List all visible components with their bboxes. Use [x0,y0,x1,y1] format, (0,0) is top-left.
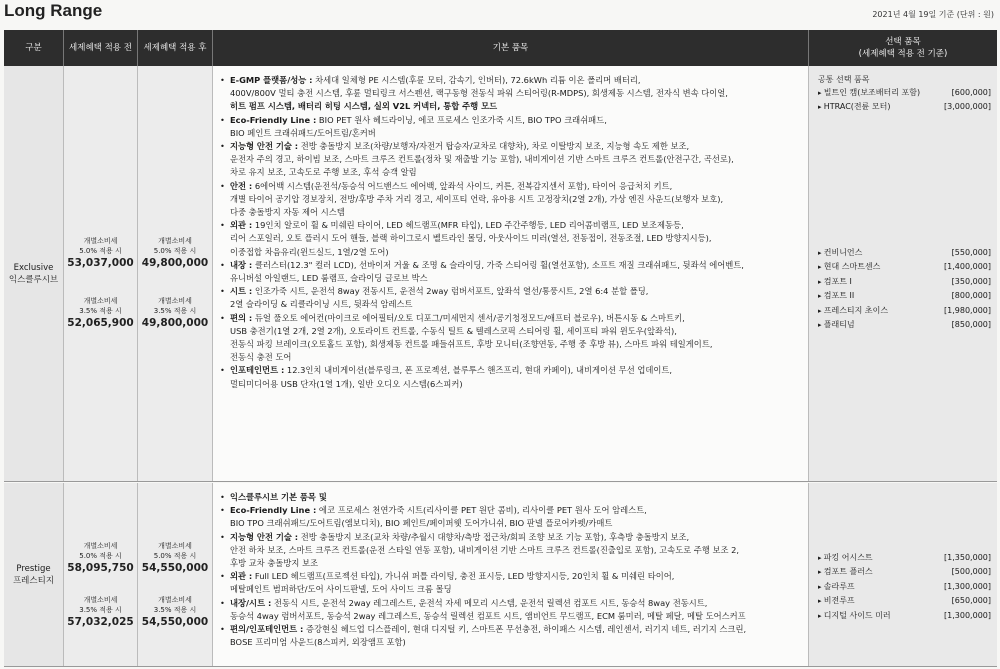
trim-name-cell [4,483,64,666]
price-before: 52,065,900 [67,317,134,329]
basic-item-category: 시트 : [230,286,253,297]
price-before: 58,095,750 [67,562,134,574]
trim-name: Prestige [16,563,51,574]
trim-name-ko: 프레스티지 [12,575,55,586]
basic-item-text: 후방 교차 충돌방지 보조 [230,558,319,569]
option-item [818,580,991,594]
basic-item-continuation [220,338,802,351]
basic-item-text: 운전자 주의 경고, 하이빔 보조, 스마트 크루즈 컨트롤(정차 및 재출발 기능 포함), 내비게이션 기반 스마트 크루즈 컨트롤(안전구간, 곡선로), [230,154,734,165]
basic-item [220,74,802,87]
basic-item-category: 지능형 안전 기술 : [230,531,299,542]
tax-label: 개별소비세 [158,542,192,550]
basic-item-text: BIO 페인트 크래쉬패드/도어트림/혼커버 [230,127,376,138]
option-price: [350,000] [951,276,991,286]
basic-item-continuation [220,193,802,206]
basic-item-continuation [220,87,802,100]
basic-item [220,114,802,127]
option-price: [650,000] [951,596,991,606]
option-price: [3,000,000] [944,102,991,112]
tax-rate: 3.5% 적용 시 [153,606,197,614]
price-after: 54,550,000 [141,562,209,574]
tax-label: 개별소비세 [83,237,118,245]
option-price: [800,000] [951,291,991,301]
option-item [818,86,991,100]
basic-items-cell [213,66,809,481]
basic-item-category: 내장/시트 : [230,597,272,608]
basic-item-text: 전방 충돌방지 보조(교차 차량/추월시 대향차/측방 접근차/회피 조향 보조 기능 포함), 후측방 충돌방지 보조, [298,531,690,542]
basic-item-category: 내장 : [230,259,253,270]
basic-item-text: 인조가죽 시트, 운전석 8way 전동시트, 운전석 2way 럼버서포트, 앞좌석 열선/통풍시트, 2열 6:4 분할 폴딩, [252,286,649,297]
option-item [818,260,991,274]
basic-item-continuation [220,232,802,245]
basic-item-text: 안전 하차 보조, 스마트 크루즈 컨트롤(운전 스타일 연동 포함), 내비게이션 기반 스마트 크루즈 컨트롤(진출입로 포함), 고속도로 주행 보조 2, [230,544,740,555]
basic-item-text: 유니버설 아일랜드, LED 룸램프, 슬라이딩 글로브 박스 [230,273,428,284]
basic-item-category: 편의 : [230,312,253,323]
option-name: ▸ 디지털 사이드 미러 [818,609,891,623]
option-name: ▸ 비전루프 [818,594,855,608]
option-price: [1,300,000] [944,610,991,620]
basic-item-text: 400V/800V 멀티 충전 시스템, 후륜 멀티링크 서스펜션, 랙구동형 전동식 파워 스티어링(R-MDPS), 회생제동 시스템, 전자식 변속 다이얼, [230,88,728,99]
basic-item [220,140,802,153]
basic-item-continuation [220,517,802,530]
options-cell [809,66,997,481]
basic-item-text: USB 충전기(1열 2개, 2열 2개), 오토라이트 컨트롤, 수동식 틸트 & 텔레스코픽 스티어링 휠, 세이프티 파워 윈도우(앞좌석), [230,325,677,336]
price-before: 57,032,025 [67,616,134,628]
option-price: [500,000] [951,567,991,577]
bullet-icon: • [220,141,225,152]
basic-item [220,570,802,583]
basic-item [220,285,802,298]
header-options-note: (세제혜택 적용 전 기준) [858,49,948,59]
bullet-icon: • [220,365,225,376]
header-options [809,30,997,66]
basic-item-continuation [220,636,802,649]
options-cell [809,483,997,666]
basic-items-list [220,491,802,649]
basic-items-cell [213,483,809,666]
basic-item-category: 외관 : [230,220,253,231]
price-table [4,30,997,667]
basic-item-category: 익스클루시브 기본 품목 및 [230,492,327,502]
option-name: ▸ 파킹 어시스트 [818,551,873,565]
price-before-cell [64,483,138,666]
price-after-cell [138,66,213,481]
basic-item-continuation [220,298,802,311]
basic-item-continuation [220,153,802,166]
basic-item-text: 이중접합 차음유리(윈드실드, 1열/2열 도어) [230,246,389,257]
bullet-icon: • [220,531,225,542]
basic-item-continuation [220,246,802,259]
basic-item-text: BIO PET 원사 헤드라이닝, 에코 프로세스 인조가죽 시트, BIO TPO 크래쉬패드, [316,114,607,125]
header-before-tax: 세제혜택 적용 전 [64,30,138,66]
basic-item-text: Full LED 헤드램프(프로젝션 타입), 가니쉬 퍼틀 라이팅, 충전 표시등, LED 방향지시등, 20인치 휠 & 미쉐린 타이어, [252,571,675,582]
option-name: ▸ 컴포트 플러스 [818,565,873,579]
basic-item-continuation [220,100,802,113]
price-before-cell [64,66,138,481]
basic-item [220,219,802,232]
tax-rate: 5.0% 적용 시 [79,247,122,255]
option-price: [850,000] [951,320,991,330]
tax-rate: 3.5% 적용 시 [79,606,122,614]
trim-row-prestige [4,483,997,667]
option-item [818,565,991,579]
basic-item-text: 히트 펌프 시스템, 배터리 히팅 시스템, 실외 V2L 커넥터, 통합 주행 모드 [230,101,498,112]
basic-item-continuation [220,166,802,179]
common-options-list [818,86,991,115]
bullet-icon: • [220,286,225,297]
option-price: [1,300,000] [944,581,991,591]
option-name: ▸ 플래티넘 [818,318,855,332]
basic-item-text: 메탈페인트 범퍼하단/도어 사이드판넬, 도어 사이드 크롬 몰딩 [230,584,452,595]
option-name: ▸ 컴포트 I [818,275,852,289]
tax-label: 개별소비세 [158,237,192,245]
basic-item-category: E-GMP 플랫폼/성능 : [230,75,313,85]
basic-item [220,623,802,636]
bullet-icon: • [220,259,225,270]
basic-item-text: 동승석 4way 럼버서포트, 동승석 2way 레그레스트, 동승석 릴렉션 컴포트 시트, 앰비언트 무드램프, ECM 룸미러, 메탈 페달, 메탈 도어스커프 [230,610,746,621]
options-list [818,551,991,623]
basic-item-continuation [220,272,802,285]
tax-rate: 5.0% 적용 시 [153,552,197,560]
basic-item-text: 리어 스포일러, 오토 플러시 도어 핸들, 블랙 하이그로시 벨트라인 몰딩, 아웃사이드 미러(열선, 전동접이, 전동조절, LED 방향지시등), [230,233,712,244]
trim-name-cell [4,66,64,481]
basic-item-continuation [220,544,802,557]
tax-rate: 5.0% 적용 시 [153,247,197,255]
basic-items-list [220,74,802,391]
option-name: ▸ HTRAC(전륜 모터) [818,100,891,114]
price-before: 53,037,000 [67,257,134,269]
basic-item-text: 차로 유지 보조, 고속도로 주행 보조, 후석 승객 알림 [230,167,417,178]
basic-item-text: 전동식 충전 도어 [230,352,292,363]
basic-item [220,312,802,325]
option-price: [550,000] [951,248,991,257]
tax-label: 개별소비세 [158,297,192,305]
option-price: [600,000] [951,88,991,97]
date-note: 2021년 4월 19일 기준 (단위 : 원) [872,10,994,19]
tax-rate: 5.0% 적용 시 [79,552,122,560]
basic-item-continuation [220,557,802,570]
price-after: 49,800,000 [141,317,209,329]
basic-item-category: Eco-Friendly Line : [230,505,317,516]
tax-label: 개별소비세 [158,596,192,604]
trim-name-ko: 익스클루시브 [8,274,59,285]
price-after: 49,800,000 [141,257,209,269]
tax-rate: 3.5% 적용 시 [153,307,197,315]
option-price: [1,400,000] [944,262,991,272]
basic-item-text: 멀티미디어용 USB 단자(1열 1개), 일반 오디오 시스템(6스피커) [230,378,463,389]
tax-label: 개별소비세 [83,542,118,550]
option-item [818,100,991,114]
tax-rate: 3.5% 적용 시 [79,307,122,315]
options-list [818,246,991,332]
option-item [818,304,991,318]
bullet-icon: • [220,505,225,516]
option-name: ▸ 컴포트 II [818,289,854,303]
basic-item [220,597,802,610]
option-name: ▸ 컨비니언스 [818,246,862,260]
basic-item-text: 19인치 알로이 휠 & 미쉐린 타이어, LED 헤드램프(MFR 타입), LED 주간주행등, LED 리어콤비램프, LED 보조제동등, [252,220,684,231]
option-item [818,551,991,565]
basic-item-text: 전방 충돌방지 보조(차량/보행자/자전거 탑승자/교차로 대향차), 차로 이탈방지 보조, 지능형 속도 제한 보조, [298,141,690,152]
basic-item-continuation [220,610,802,623]
bullet-icon: • [220,597,225,608]
basic-item [220,180,802,193]
page-title: Long Range [4,1,103,20]
bullet-icon: • [220,571,225,582]
basic-item-category: 인포테인먼트 : [230,365,285,376]
option-price: [1,980,000] [944,305,991,315]
basic-item-continuation [220,351,802,364]
basic-item-continuation [220,583,802,596]
basic-item-text: 클러스터(12.3" 컬러 LCD), 선바이저 거울 & 조명 & 슬라이딩, 가죽 스티어링 휠(열선포함), 소프트 재질 크래쉬패드, 뒷좌석 에어벤트, [252,259,744,270]
basic-item-text: 전동식 파킹 브레이크(오토홀드 포함), 회생제동 컨트롤 패들쉬프트, 후방 모니터(조향연동, 주행 중 후방 뷰), 스마트 파워 테일게이트, [230,339,713,350]
basic-item-text: 6에어백 시스템(운전석/동승석 어드밴스드 에어백, 앞좌석 사이드, 커튼, 전복감지센서 포함), 타이어 응급처치 키트, [252,180,673,191]
basic-item [220,259,802,272]
basic-item-category: 지능형 안전 기술 : [230,141,299,152]
option-name: ▸ 프레스티지 초이스 [818,304,888,318]
header-after-tax: 세제혜택 적용 후 [138,30,213,66]
option-name: ▸ 솔라루프 [818,580,855,594]
basic-item-continuation [220,325,802,338]
basic-item-continuation [220,378,802,391]
basic-item-text: 증강현실 헤드업 디스플레이, 현대 디지털 키, 스마트폰 무선충전, 하이패스 시스템, 레인센서, 러기지 네트, 러기지 스크린, [303,624,747,635]
bullet-icon: • [220,492,225,502]
option-item [818,289,991,303]
option-item [818,246,991,260]
basic-item-text: 전동식 시트, 운전석 2way 레그레스트, 운전석 자세 메모리 시스템, 운전석 릴렉션 컴포트 시트, 동승석 8way 전동시트, [271,597,708,608]
basic-item-text: 차세대 일체형 PE 시스템(후륜 모터, 감속기, 인버터), 72.6kWh 리튬 이온 폴리머 배터리, [312,75,641,85]
option-item [818,609,991,623]
basic-item-text: 개별 타이어 공기압 경보장치, 전방/후방 주차 거리 경고, 세이프티 언락, 유아용 시트 고정장치(2열 2개), 가상 엔진 사운드(보행자 보호), [230,193,724,204]
header-gubun: 구분 [4,30,64,66]
option-item [818,594,991,608]
tax-label: 개별소비세 [83,596,118,604]
header-options-title: 선택 품목 [885,37,921,47]
basic-item [220,364,802,377]
basic-item-text: BIO TPO 크래쉬패드/도어트림(엠보디치), BIO 페인트/페이퍼웻 도어가니쉬, BIO 판넬 플로어카펫/카매트 [230,518,613,529]
trim-name: Exclusive [13,262,54,273]
option-item [818,275,991,289]
basic-item-text: 다중 충돌방지 자동 제어 시스템 [230,207,345,218]
header-basic-items: 기본 품목 [213,30,809,66]
basic-item-continuation [220,206,802,219]
option-name: ▸ 현대 스마트센스 [818,260,880,274]
basic-item-category: 안전 : [230,180,253,191]
trim-row-exclusive [4,66,997,482]
basic-item-text: 12.3인치 내비게이션(블루링크, 폰 프로젝션, 블루투스 핸즈프리, 현대 카페이), 내비게이션 무선 업데이트, [284,365,673,376]
basic-item [220,504,802,517]
price-after-cell [138,483,213,666]
basic-item-category: Eco-Friendly Line : [230,114,317,125]
bullet-icon: • [220,114,225,125]
basic-item-continuation [220,127,802,140]
basic-item-text: 듀얼 풀오토 에어컨(마이크로 에어필터/오토 디포그/미세먼지 센서/공기청정모드/애프터 블로우), 버튼시동 & 스마트키, [252,312,685,323]
tax-label: 개별소비세 [83,297,118,305]
basic-item-category: 외관 : [230,571,253,582]
price-after: 54,550,000 [141,616,209,628]
basic-item-text: 에코 프로세스 천연가죽 시트(리사이클 PET 원단 콤비), 리사이클 PET 원사 도어 암레스트, [316,505,647,516]
bullet-icon: • [220,180,225,191]
basic-item [220,491,802,504]
basic-item [220,531,802,544]
option-name: ▸ 빌트인 캠(보조배터리 포함) [818,86,920,100]
bullet-icon: • [220,624,225,635]
option-item [818,318,991,332]
option-price: [1,350,000] [944,553,991,562]
bullet-icon: • [220,75,225,85]
common-options-head: 공통 선택 품목 [818,75,870,84]
basic-item-text: 2열 슬라이딩 & 리클라이닝 시트, 뒷좌석 암레스트 [230,299,413,310]
bullet-icon: • [220,312,225,323]
basic-item-text: BOSE 프리미엄 사운드(8스피커, 외장앰프 포함) [230,637,406,648]
basic-item-category: 편의/인포테인먼트 : [230,624,304,635]
bullet-icon: • [220,220,225,231]
